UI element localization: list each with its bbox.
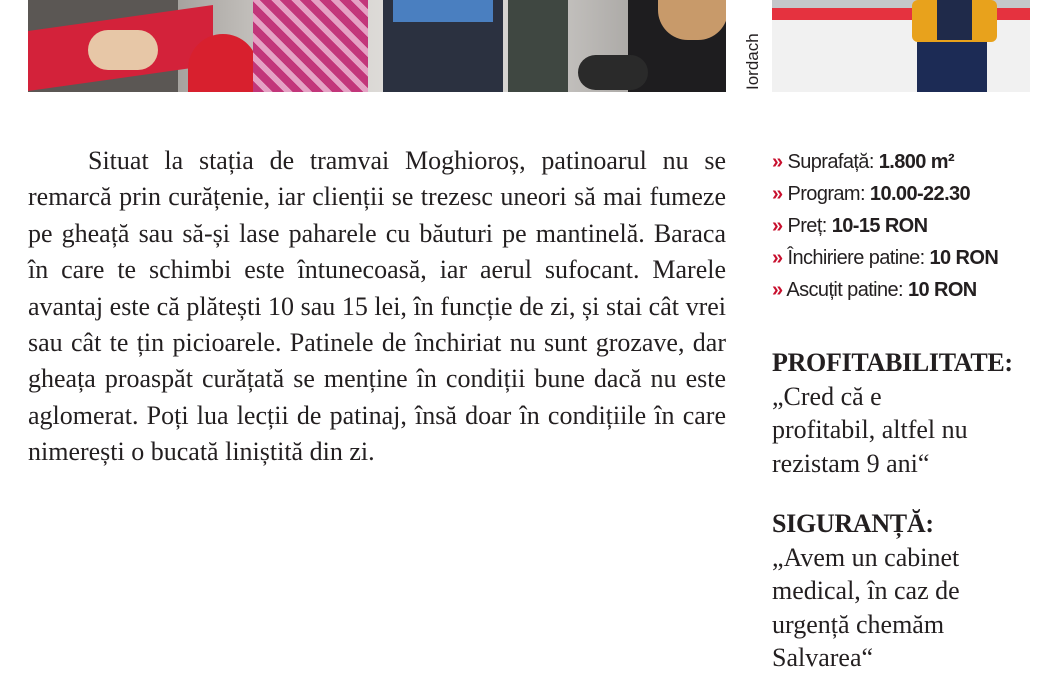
article-body: Situat la stația de tramvai Moghioroș, patinoarul nu se remarcă prin curățenie, iar clienții se trezesc uneori să mai fumeze pe gheață sau să-și lase paharele cu băuturi pe mantinelă. Baraca în care te schimbi este întunecoasă, iar aerul sufocant. Marele avantaj este că plătești 10 sau 15 lei, în funcție de zi, și stai cât vrei sau cât te țin picioarele. Patinele de închiriat nu sunt grozave, dar gheața proaspăt curățată se menține în condiții bune dacă nu este aglomerat. Poți lua lecții de patinaj, însă doar în condițiile în care nimerești o bucată liniștită din zi. xyxy=(28,146,726,467)
fact-item-skate-sharpening xyxy=(772,274,1050,306)
safety-block xyxy=(772,507,1042,675)
fact-value: 10-15 RON xyxy=(831,215,928,237)
photo-credit xyxy=(741,0,769,92)
info-facts-list xyxy=(772,146,1050,306)
fact-item-surface xyxy=(772,146,1050,178)
profitability-quote: „Cred că e profitabil, altfel nu rezistam 9 ani“ xyxy=(772,381,968,478)
fact-label: Suprafață: xyxy=(787,151,874,173)
photo-credit-text: Iordach xyxy=(743,33,762,90)
fact-label: Închiriere patine: xyxy=(787,247,925,269)
fact-label: Ascuțit patine: xyxy=(786,279,904,301)
profitability-block xyxy=(772,346,1042,480)
fact-item-skate-rental xyxy=(772,242,1050,274)
safety-heading: SIGURANȚĂ: xyxy=(772,509,934,538)
bullet-marker: » xyxy=(772,215,783,237)
bullet-marker: » xyxy=(772,151,783,173)
fact-item-schedule xyxy=(772,178,1050,210)
fact-value: 10 RON xyxy=(929,247,999,269)
article-photo-side xyxy=(772,0,1030,92)
bullet-marker: » xyxy=(772,247,783,269)
fact-value: 10 RON xyxy=(908,279,977,301)
fact-item-price xyxy=(772,210,1050,242)
fact-label: Preț: xyxy=(787,215,827,237)
fact-value: 10.00-22.30 xyxy=(869,183,971,205)
fact-value: 1.800 m² xyxy=(878,151,955,173)
fact-label: Program: xyxy=(787,183,865,205)
safety-quote: „Avem un cabinet medical, în caz de urgență chemăm Salvarea“ xyxy=(772,542,960,672)
bullet-marker: » xyxy=(772,279,783,301)
article-photo-main xyxy=(28,0,726,92)
bullet-marker: » xyxy=(772,183,783,205)
profitability-heading: PROFITABILITATE: xyxy=(772,348,1013,377)
